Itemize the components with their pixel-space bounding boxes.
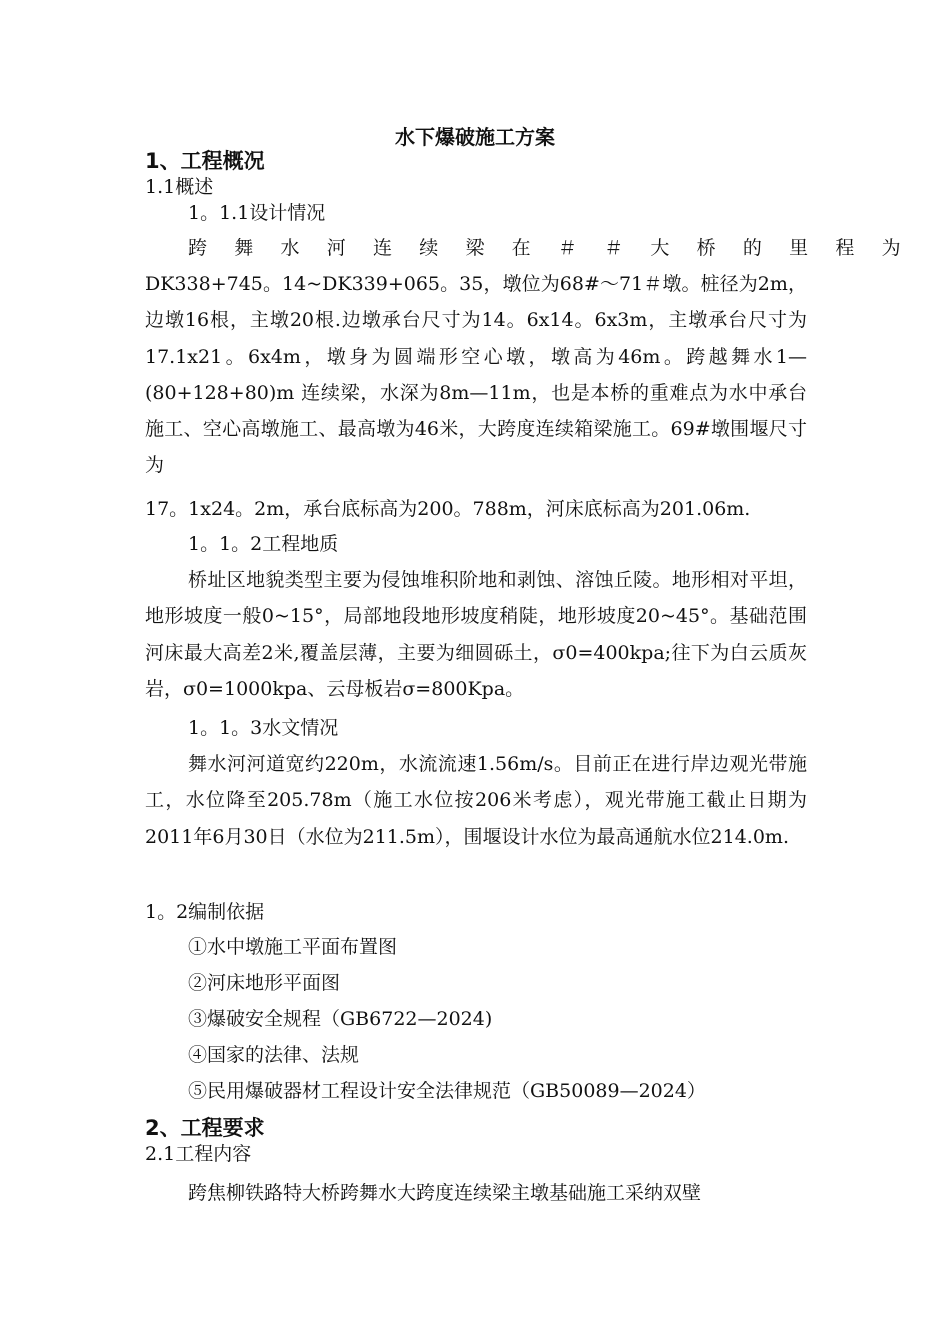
reference-item: ⑤民用爆破器材工程设计安全法律规范（GB50089—2024） — [188, 1080, 706, 1102]
geology-paragraph: 桥址区地貌类型主要为侵蚀堆积阶地和剥蚀、溶蚀丘陵。地形相对平坦，地形坡度一般0~15°，局部地段地形坡度稍陡，地形坡度20~45°。基础范围河床最大高差2米,覆盖层薄，主要为细圆砾土，σ0=400kpa;往下为白云质灰岩，σ0=1000kpa、云母板岩σ=800Kpa。 — [145, 569, 807, 700]
reference-item: ④国家的法律、法规 — [188, 1044, 360, 1066]
reference-item: ①水中墩施工平面布置图 — [188, 936, 398, 958]
section-2-1-heading: 2.1工程内容 — [145, 1143, 252, 1165]
design-first-line: 跨 舞 水 河 连 续 梁 在 ＃ ＃ 大 桥 的 里 程 为 — [188, 237, 912, 259]
reference-item: ③爆破安全规程（GB6722—2024) — [188, 1008, 493, 1030]
design-paragraph: DK338+745。14~DK339+065。35，墩位为68#～71＃墩。桩径为2m，边墩16根，主墩20根.边墩承台尺寸为14。6x14。6x3m，主墩承台尺寸为17.1x21。6x4m，墩身为圆端形空心墩，墩高为46m。跨越舞水1—(80+128+80)m 连续梁，水深为8m—11m，也是本桥的重难点为水中承台施工、空心高墩施工、最高墩为46米，大跨度连续箱梁施工。69#墩围堰尺寸为 — [145, 273, 807, 477]
document-title: 水下爆破施工方案 — [395, 125, 555, 149]
reference-item: ②河床地形平面图 — [188, 972, 341, 994]
section-1-1-3-heading: 1。1。3水文情况 — [188, 717, 339, 739]
section-1-2-heading: 1。2编制依据 — [145, 901, 265, 923]
content-paragraph: 跨焦柳铁路特大桥跨舞水大跨度连续梁主墩基础施工采纳双壁 — [188, 1182, 702, 1204]
section-1-1-2-heading: 1。1。2工程地质 — [188, 533, 339, 555]
section-1-1-1-heading: 1。1.1设计情况 — [188, 202, 326, 224]
section-1-heading: 1、工程概况 — [145, 149, 265, 173]
hydrology-paragraph: 舞水河河道宽约220m，水流流速1.56m/s。目前正在进行岸边观光带施工，水位降至205.78m（施工水位按206米考虑），观光带施工截止日期为2011年6月30日（水位为211.5m），围堰设计水位为最高通航水位214.0m. — [145, 753, 807, 848]
section-2-heading: 2、工程要求 — [145, 1116, 265, 1140]
section-1-1-heading: 1.1概述 — [145, 176, 214, 198]
design-last-line: 17。1x24。2m，承台底标高为200。788m，河床底标高为201.06m. — [145, 498, 751, 520]
